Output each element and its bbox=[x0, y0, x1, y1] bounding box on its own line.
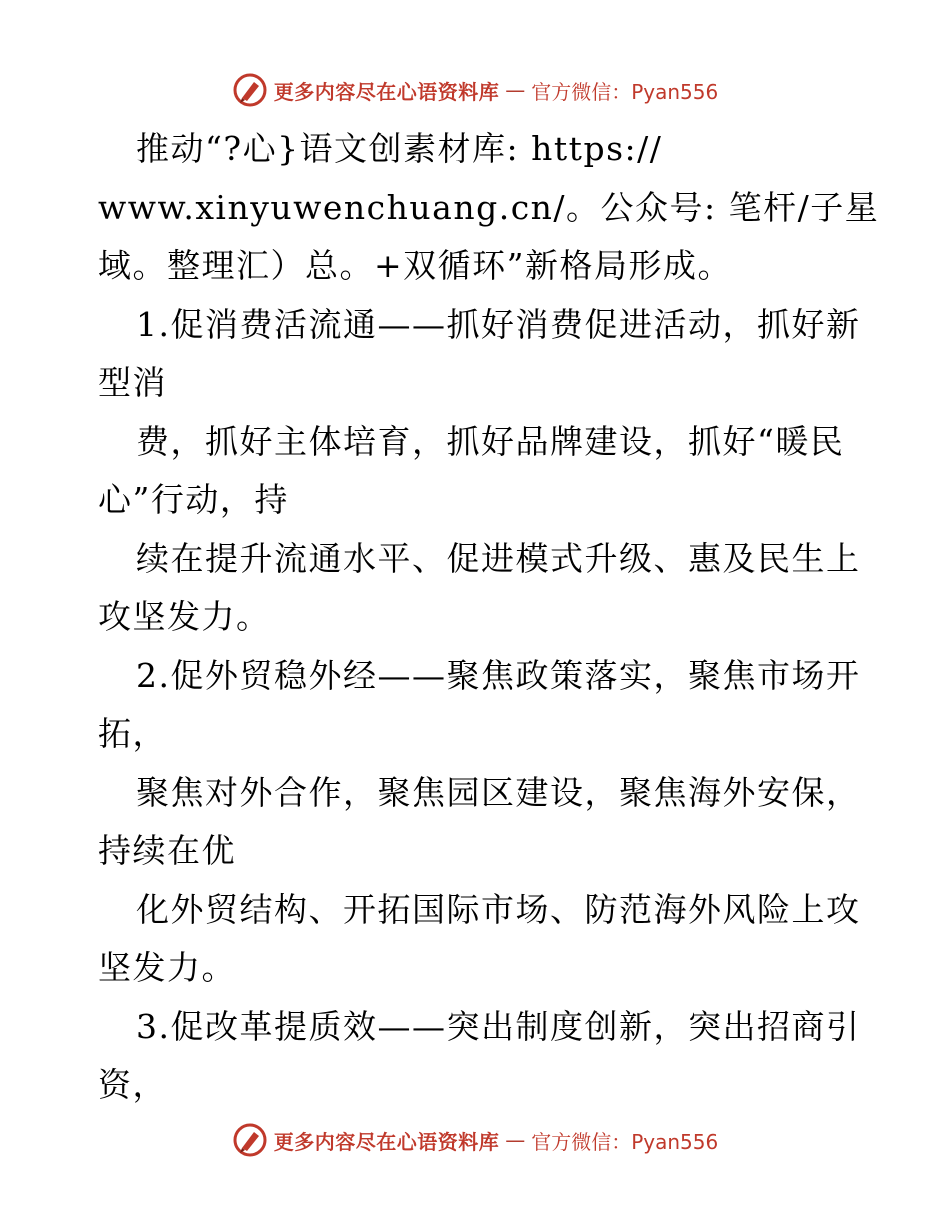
text-line: www.xinyuwenchuang.cn/。公众号: 笔杆/子星 bbox=[98, 187, 880, 227]
text-line: 推动“?心}语文创素材库: https:// bbox=[136, 129, 663, 168]
header-banner bbox=[0, 70, 950, 110]
text-line: 型消 bbox=[98, 363, 167, 402]
banner-text: 更多内容尽在心语资料库 bbox=[273, 79, 500, 104]
pen-nib-logo-icon bbox=[232, 72, 268, 108]
text-line: 持续在优 bbox=[98, 831, 236, 870]
text-line: 坚发力。 bbox=[98, 948, 236, 987]
text-line: 攻坚发力。 bbox=[98, 597, 271, 636]
footer-banner bbox=[0, 1120, 950, 1160]
banner-separator: — bbox=[505, 1128, 526, 1152]
text-line: 资， bbox=[98, 1065, 167, 1104]
banner-wechat: 官方微信：Pyan556 bbox=[531, 1129, 719, 1154]
text-line: 化外贸结构、开拓国际市场、防范海外风险上攻 bbox=[136, 889, 861, 929]
text-line: 心”行动，持 bbox=[98, 480, 289, 519]
text-line: 域。整理汇）总。+双循环”新格局形成。 bbox=[98, 246, 733, 285]
banner-separator: — bbox=[505, 78, 526, 102]
text-line: 3.促改革提质效——突出制度创新，突出招商引 bbox=[136, 1006, 861, 1046]
pen-nib-logo-icon bbox=[232, 1122, 268, 1158]
text-line: 拓， bbox=[98, 714, 167, 753]
text-line: 2.促外贸稳外经——聚焦政策落实，聚焦市场开 bbox=[136, 655, 861, 695]
banner-wechat: 官方微信：Pyan556 bbox=[531, 79, 719, 104]
banner-text: 更多内容尽在心语资料库 bbox=[273, 1129, 500, 1154]
text-line: 聚焦对外合作，聚焦园区建设，聚焦海外安保， bbox=[136, 772, 861, 812]
document-body bbox=[98, 120, 880, 1115]
text-line: 续在提升流通水平、促进模式升级、惠及民生上 bbox=[136, 538, 861, 578]
text-line: 费，抓好主体培育，抓好品牌建设，抓好“暖民 bbox=[136, 421, 845, 461]
text-line: 1.促消费活流通——抓好消费促进活动，抓好新 bbox=[136, 304, 861, 344]
